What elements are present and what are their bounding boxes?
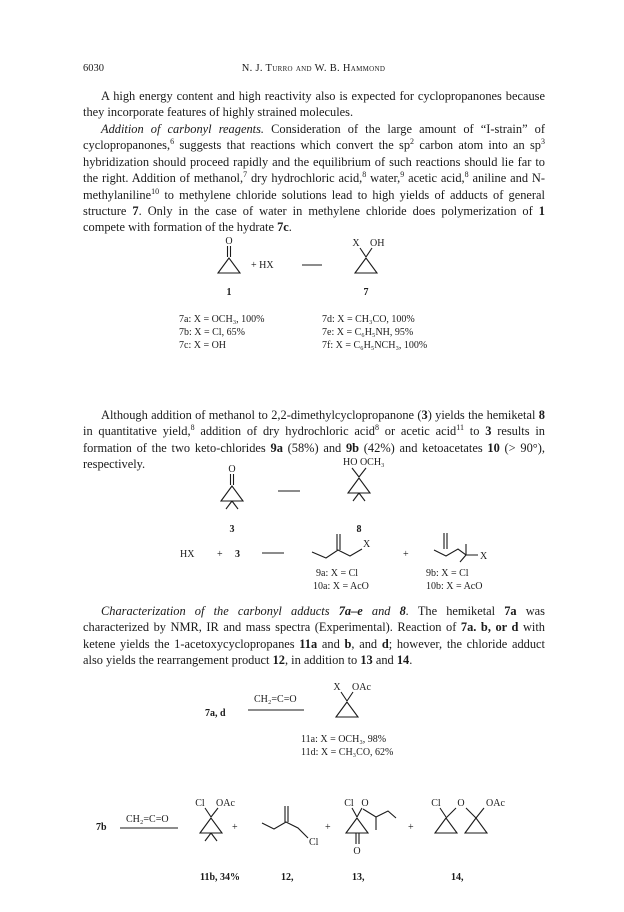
svg-text:O: O bbox=[361, 798, 369, 809]
product-labels bbox=[200, 872, 464, 883]
svg-text:7d: X = CH₃CO, 100%: 7d: X = CH₃CO, 100% bbox=[322, 314, 415, 325]
svg-text:O: O bbox=[457, 798, 465, 809]
svg-text:Cl: Cl bbox=[309, 837, 319, 848]
svg-text:+: + bbox=[217, 549, 223, 560]
product-11b-structure bbox=[195, 798, 235, 841]
svg-text:+: + bbox=[325, 822, 331, 833]
svg-text:OAc: OAc bbox=[352, 682, 371, 693]
svg-text:10b: X = AcO: 10b: X = AcO bbox=[426, 581, 483, 592]
adduct-list-left bbox=[179, 314, 265, 351]
svg-text:OH: OH bbox=[370, 238, 385, 249]
plus-hx-reagent: + HX bbox=[251, 260, 274, 271]
scheme-4-chloride bbox=[96, 798, 505, 883]
scheme-3-ketene bbox=[205, 682, 393, 758]
svg-text:X: X bbox=[333, 682, 341, 693]
svg-text:11a: X = OCH₃, 98%: 11a: X = OCH₃, 98% bbox=[301, 734, 387, 745]
svg-text:Cl: Cl bbox=[195, 798, 205, 809]
compound-label-3: 3 bbox=[229, 524, 235, 535]
svg-text:Cl: Cl bbox=[431, 798, 441, 809]
svg-text:13,: 13, bbox=[352, 872, 365, 883]
svg-text:X: X bbox=[480, 551, 488, 562]
product-list-left bbox=[313, 568, 369, 592]
compound-label-7: 7 bbox=[363, 287, 369, 298]
svg-text:OAc: OAc bbox=[486, 798, 505, 809]
svg-text:O: O bbox=[353, 846, 361, 857]
product-13-structure bbox=[344, 798, 396, 857]
paragraph-carbonyl-reagents: Addition of carbonyl reagents. Consideration of the large amount of “I-strain” of cyclopropanones,$^6$ suggests that reactions which convert the $sp^2$ carbon atom into an $sp^3$ hybridization should proceed rapidly and the equilibrium of such reactions should lie far to the right. Addition of methanol,$^7$ dry hydrochloric acid,$^8$ water,$^9$ acetic acid,$^8$ aniline and N-methylaniline$^{10}$ to methylene chloride solutions lead to high yields of adducts of general structure 7. Only in the case of water in methylene chloride does polymerization of 1 compete with formation of the hydrate 7c. bbox=[83, 122, 546, 235]
svg-text:7e: X = C₆H₅NH, 95%: 7e: X = C₆H₅NH, 95% bbox=[322, 327, 414, 338]
svg-text:X: X bbox=[352, 238, 360, 249]
reactant-7b: 7b bbox=[96, 822, 107, 833]
hx-reagent: HX bbox=[180, 549, 195, 560]
adduct-7-structure bbox=[352, 238, 384, 273]
svg-text:HO OCH₃: HO OCH₃ bbox=[343, 457, 385, 468]
svg-text:X: X bbox=[363, 539, 371, 550]
paragraph-dimethylcyclopropanone: Although addition of methanol to 2,2-dimethylcyclopropanone (3) yields the hemiketal 8 in quantitative yield,$^8$ addition of dry hydrochloric acid$^8$ or acetic acid$^{11}$ to 3 results in formation of the two keto-chlorides 9a (58%) and 9b (42%) and ketoacetates 10 (> 90°), respectively. bbox=[83, 408, 545, 472]
svg-text:7a: X = OCH₃, 100%: 7a: X = OCH₃, 100% bbox=[179, 314, 265, 325]
acetoxycyclopropane-11-structure bbox=[333, 682, 371, 717]
ketene-reagent: CH₂=C=O bbox=[254, 694, 297, 705]
svg-text:9b: X = Cl: 9b: X = Cl bbox=[426, 568, 469, 579]
svg-text:7f: X = C₆H₅NCH₃, 100%: 7f: X = C₆H₅NCH₃, 100% bbox=[322, 340, 428, 351]
cyclopropanone-1-structure bbox=[218, 236, 240, 273]
ketene-reagent-2: CH₂=C=O bbox=[126, 814, 169, 825]
svg-text:O: O bbox=[228, 464, 236, 475]
paragraph-intro: A high energy content and high reactivity also is expected for cyclopropanones because they incorporate features of highly strained molecules. bbox=[83, 89, 545, 120]
paragraph-characterization: Characterization of the carbonyl adducts 7a–e and 8. The hemiketal 7a was characterized by NMR, IR and mass spectra (Experimental). Reaction of 7a. b, or d with ketene yields the 1-acetoxycyclopropanes 11a and b, and d; however, the chloride adduct also yields the rearrangement product 12, in addition to 13 and 14. bbox=[83, 604, 546, 668]
scheme-2-dimethyl bbox=[180, 457, 488, 592]
page-number: 6030 bbox=[83, 63, 104, 74]
svg-text:Cl: Cl bbox=[344, 798, 354, 809]
compound-3-ref: 3 bbox=[235, 549, 240, 560]
svg-text:12,: 12, bbox=[281, 872, 294, 883]
product-list-right bbox=[426, 568, 482, 592]
rearrangement-12-structure bbox=[262, 806, 319, 848]
svg-text:+: + bbox=[408, 822, 414, 833]
svg-text:+: + bbox=[403, 549, 409, 560]
acetoxy-list bbox=[301, 734, 393, 758]
svg-text:9a: X = Cl: 9a: X = Cl bbox=[316, 568, 359, 579]
svg-text:10a: X = AcO: 10a: X = AcO bbox=[313, 581, 369, 592]
section-heading-characterization: Characterization of the carbonyl adducts 7a–e and 8. bbox=[101, 604, 409, 618]
reactant-7ad: 7a, d bbox=[205, 708, 226, 719]
svg-text:7b: X = Cl, 65%: 7b: X = Cl, 65% bbox=[179, 327, 245, 338]
compound-label-1: 1 bbox=[226, 287, 232, 298]
svg-text:11d: X = CH₃CO, 62%: 11d: X = CH₃CO, 62% bbox=[301, 747, 394, 758]
scheme-1-addition bbox=[179, 236, 427, 351]
svg-text:14,: 14, bbox=[451, 872, 464, 883]
section-heading: Addition of carbonyl reagents. bbox=[101, 122, 265, 136]
keto-chloride-9b-structure bbox=[434, 533, 488, 562]
compound-label-8: 8 bbox=[356, 524, 362, 535]
svg-text:+: + bbox=[232, 822, 238, 833]
svg-text:OAc: OAc bbox=[216, 798, 235, 809]
keto-chloride-9a-structure bbox=[312, 534, 371, 558]
product-14-structure bbox=[431, 798, 505, 833]
running-title: N. J. Turro and W. B. Hammond bbox=[241, 63, 386, 74]
adduct-list-right bbox=[322, 314, 427, 351]
svg-text:7c: X = OH: 7c: X = OH bbox=[179, 340, 227, 351]
svg-text:11b, 34%: 11b, 34% bbox=[200, 872, 241, 883]
svg-text:O: O bbox=[225, 236, 233, 247]
